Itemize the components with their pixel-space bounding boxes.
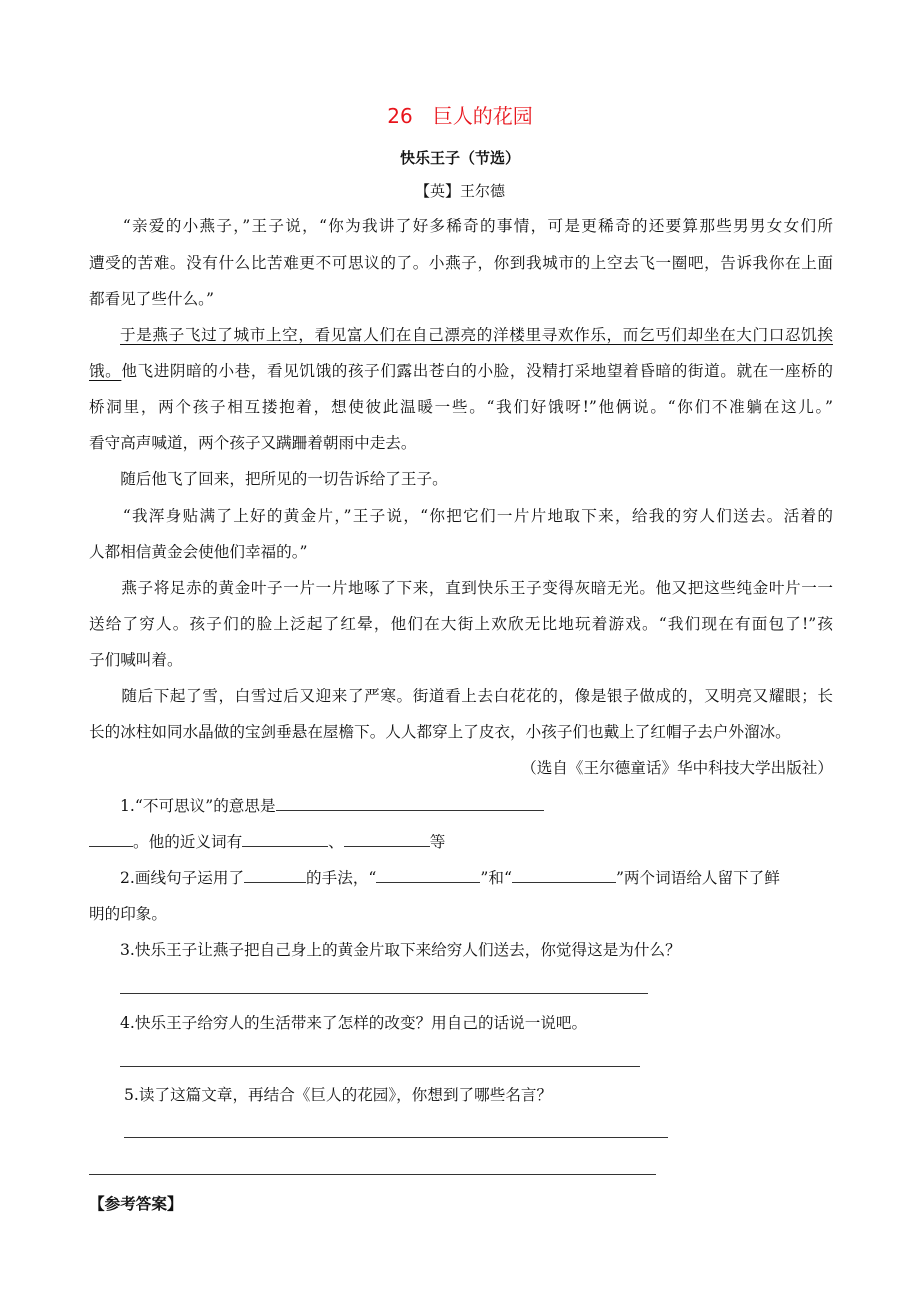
question-1 [120,796,864,816]
paragraph-line: 遭受的苦难。没有什么比苦难更不可思议的了。小燕子，你到我城市的上空去飞一圈吧，告诉我你在上面 [89,254,833,272]
page-title: 26 巨人的花园 [387,104,533,128]
question-text: 的手法，“ [306,869,377,887]
question-text: ”和“ [480,869,512,887]
author: 【英】王尔德 [414,182,505,200]
paragraph-line: 长的冰柱如同水晶做的宝剑垂悬在屋檐下。人人都穿上了皮衣，小孩子们也戴上了红帽子去户外溜冰。 [89,723,791,741]
paragraph-line: 送给了穷人。孩子们的脸上泛起了红晕，他们在大街上欢欣无比地玩着游戏。“我们现在有面包了!”孩 [89,615,833,633]
question-4: 4.快乐王子给穷人的生活带来了怎样的改变？用自己的话说一说吧。 [120,1014,588,1032]
question-text: 、 [328,833,344,851]
answer-line[interactable] [120,993,648,994]
question-1-cont [89,832,833,852]
answer-line[interactable] [124,1137,668,1138]
paragraph-line [89,361,833,381]
question-2-cont: 明的印象。 [89,905,167,923]
question-text: 。他的近义词有 [133,833,243,851]
source-citation: （选自《王尔德童话》华中科技大学出版社） [521,759,833,777]
answer-line[interactable] [120,1066,640,1067]
question-text: 等 [429,833,446,851]
paragraph-line: “我浑身贴满了上好的黄金片，”王子说，“你把它们一片片地取下来，给我的穷人们送去。活着的 [89,507,833,525]
paragraph-line: 看守高声喊道，两个孩子又蹒跚着朝雨中走去。 [89,434,417,452]
underlined-text: 于是燕子飞过了城市上空，看见富人们在自己漂亮的洋楼里寻欢作乐，而乞丐们却坐在大门口忍饥挨 [120,326,833,344]
paragraph-line: 子们喊叫着。 [89,651,183,669]
answer-blank[interactable] [89,832,133,847]
paragraph-line: 随后下起了雪，白雪过后又迎来了严寒。街道看上去白花花的，像是银子做成的，又明亮又耀眼；长 [89,687,833,705]
paragraph-line: 燕子将足赤的黄金叶子一片一片地啄了下来，直到快乐王子变得灰暗无光。他又把这些纯金叶片一一 [89,579,833,597]
paragraph-line: 人都相信黄金会使他们幸福的。” [89,543,308,561]
question-5: 5.读了这篇文章，再结合《巨人的花园》，你想到了哪些名言？ [124,1086,553,1104]
underlined-sentence [120,325,833,345]
paragraph-line: “亲爱的小燕子，”王子说，“你为我讲了好多稀奇的事情，可是更稀奇的还要算那些男男女女们所 [89,217,833,235]
question-3: 3.快乐王子让燕子把自己身上的黄金片取下来给穷人们送去，你觉得这是为什么？ [120,941,681,959]
answer-blank[interactable] [276,796,544,811]
paragraph-line: 都看见了些什么。” [89,290,214,308]
answer-heading: 【参考答案】 [89,1194,183,1213]
subtitle: 快乐王子（节选） [399,149,520,167]
underlined-text: 饿。 [89,362,122,380]
answer-blank[interactable] [344,832,430,847]
question-text: 1.“不可思议”的意思是 [120,797,276,815]
question-text: 2.画线句子运用了 [120,869,245,887]
question-text: ”两个词语给人留下了鲜 [615,869,780,887]
answer-blank[interactable] [244,868,306,883]
paragraph-line: 随后他飞了回来，把所见的一切告诉给了王子。 [89,470,448,488]
answer-blank[interactable] [242,832,328,847]
paragraph-text: 他飞进阴暗的小巷，看见饥饿的孩子们露出苍白的小脸，没精打采地望着昏暗的街道。就在一座桥的 [121,362,833,380]
paragraph-line: 桥洞里，两个孩子相互搂抱着，想使彼此温暖一些。“我们好饿呀!”他俩说。“你们不准躺在这儿。” [89,398,833,416]
answer-blank[interactable] [376,868,480,883]
answer-line[interactable] [89,1174,656,1175]
answer-blank[interactable] [512,868,616,883]
question-2 [120,868,864,888]
